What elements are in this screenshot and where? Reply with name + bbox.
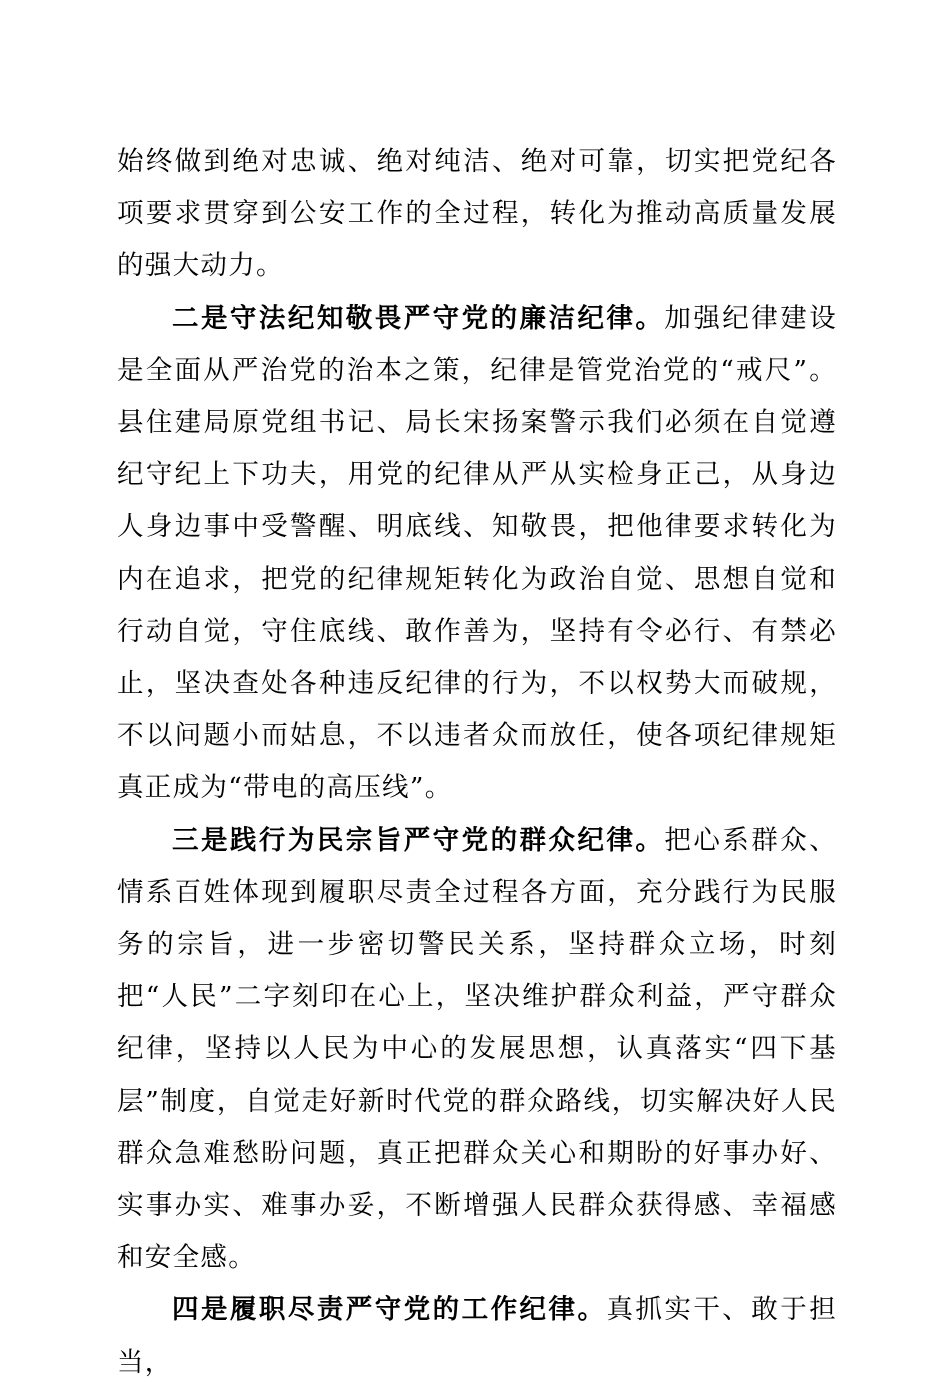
paragraph-integrity-discipline [117, 293, 837, 815]
paragraph-heading: 四是履职尽责严守党的工作纪律。 [172, 1294, 607, 1326]
paragraph-text: 加强纪律建设是全面从严治党的治本之策，纪律是管党治党的“戒尺”。县住建局原党组书记、局长宋扬案警示我们必须在自觉遵纪守纪上下功夫，用党的纪律从严从实检身正己，从身边人身边事中受警醒、明底线、知敬畏，把他律要求转化为内在追求，把党的纪律规矩转化为政治自觉、思想自觉和行动自觉，守住底线、敢作善为，坚持有令必行、有禁必止，坚决查处各种违反纪律的行为，不以权势大而破规，不以问题小而姑息，不以违者众而放任，使各项纪律规矩真正成为“带电的高压线”。 [117, 302, 837, 804]
paragraph-heading: 二是守法纪知敬畏严守党的廉洁纪律。 [172, 302, 665, 334]
paragraph-continuation [117, 136, 837, 293]
paragraph-text: 把心系群众、情系百姓体现到履职尽责全过程各方面，充分践行为民服务的宗旨，进一步密切警民关系，坚持群众立场，时刻把“人民”二字刻印在心上，坚决维护群众利益，严守群众纪律，坚持以人民为中心的发展思想，认真落实“四下基层”制度，自觉走好新时代党的群众路线，切实解决好人民群众急难愁盼问题，真正把群众关心和期盼的好事办好、实事办实、难事办妥，不断增强人民群众获得感、幸福感和安全感。 [117, 824, 837, 1274]
paragraph-text: 真抓实干、敢于担当， [117, 1294, 837, 1378]
paragraph-text: 始终做到绝对忠诚、绝对纯洁、绝对可靠，切实把党纪各项要求贯穿到公安工作的全过程，转化为推动高质量发展的强大动力。 [117, 146, 837, 282]
paragraph-work-discipline [117, 1284, 837, 1388]
document-body [117, 136, 837, 1389]
paragraph-heading: 三是践行为民宗旨严守党的群众纪律。 [172, 824, 665, 856]
paragraph-mass-discipline [117, 815, 837, 1285]
